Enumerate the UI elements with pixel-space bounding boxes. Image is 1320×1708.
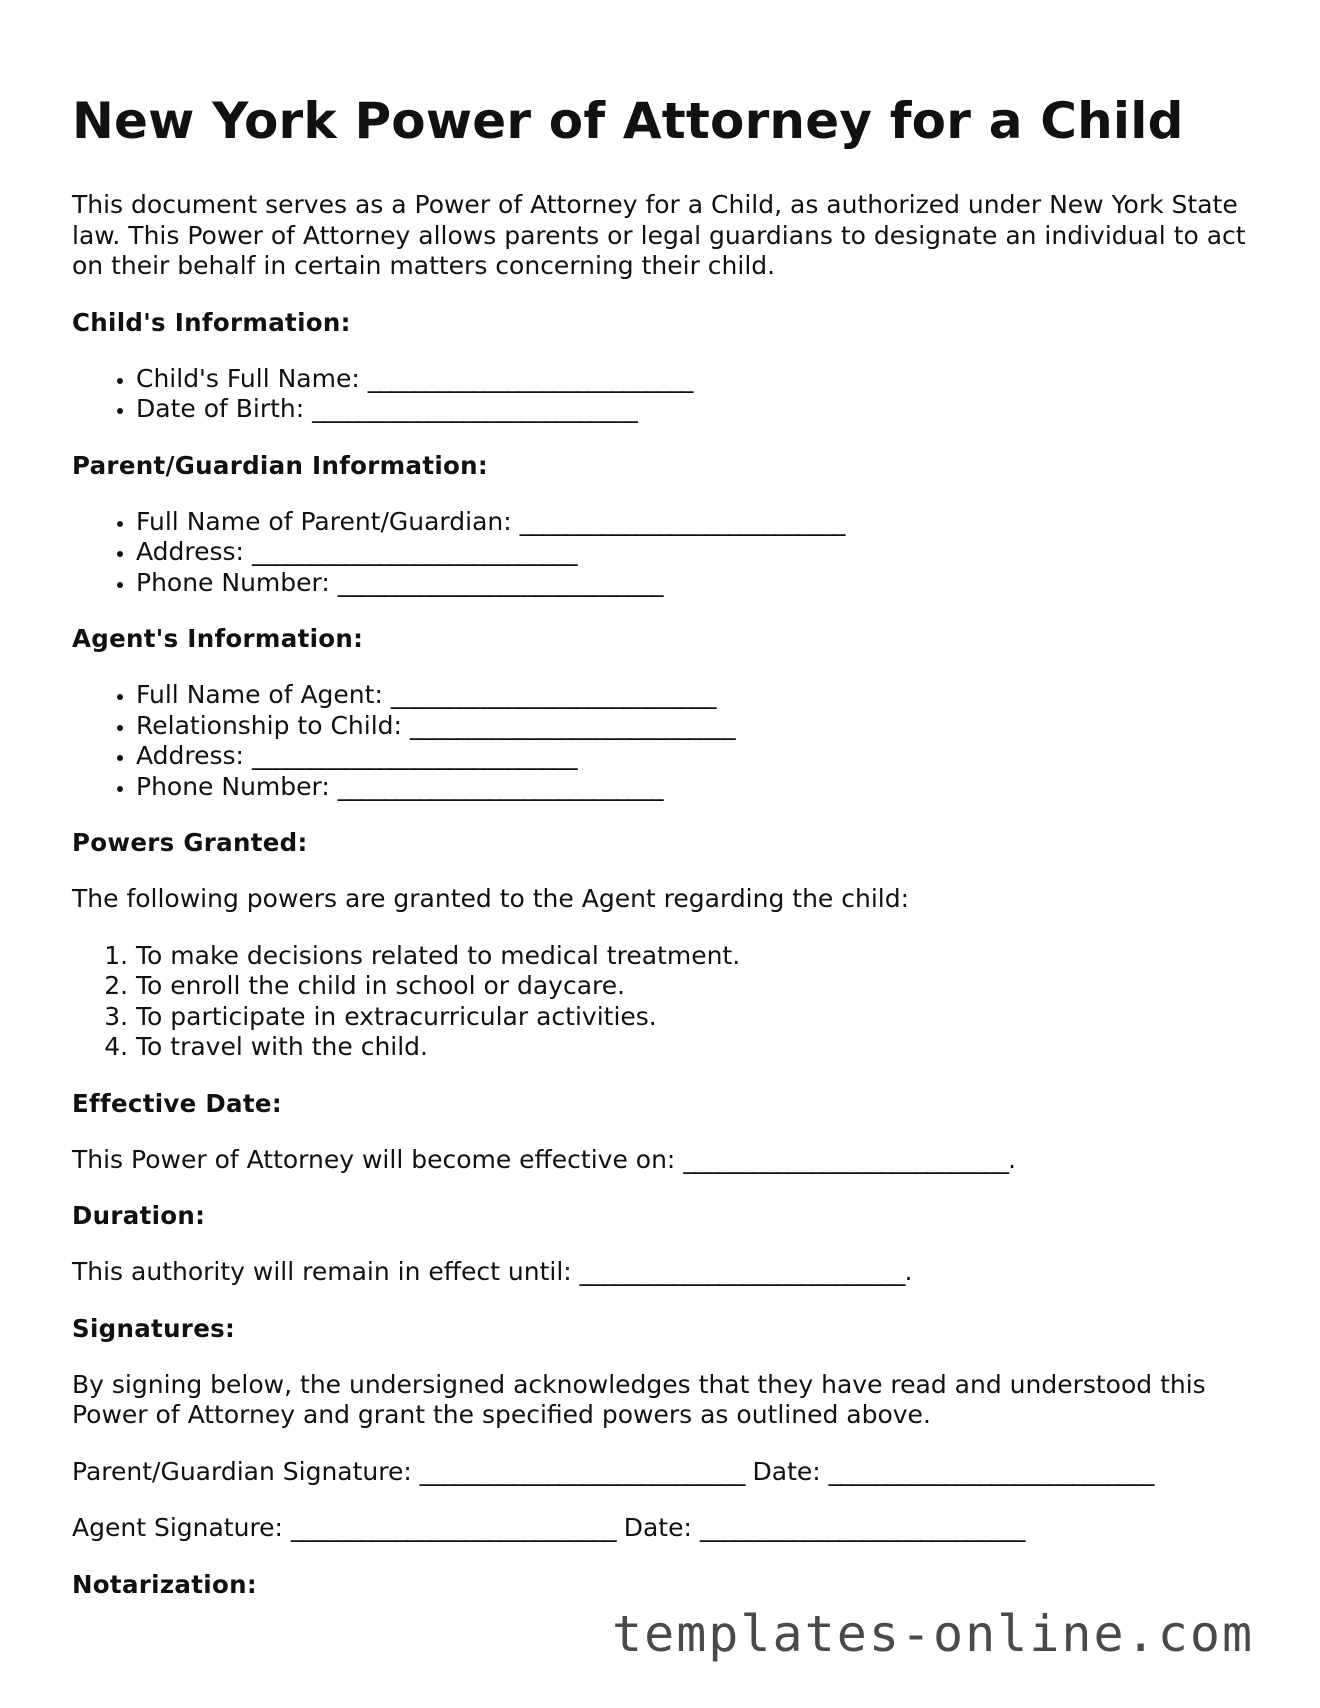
blank-line[interactable] xyxy=(410,711,735,740)
blank-line[interactable] xyxy=(520,507,845,536)
agent-name-field[interactable]: • Full Name of Agent: _____ xyxy=(136,680,1252,711)
power-item: 2. To enroll the child in school or daycare. xyxy=(136,971,1252,1002)
effective-date-line[interactable]: This Power of Attorney will become effective on: _____ . xyxy=(72,1145,1252,1176)
parent-address-field[interactable]: • Address: _____ xyxy=(136,537,1252,568)
parent-signature-line[interactable]: Parent/Guardian Signature: _____ Date: _____ xyxy=(72,1457,1252,1488)
parent-phone-field[interactable]: • Phone Number: _____ xyxy=(136,568,1252,599)
powers-heading: Powers Granted: xyxy=(72,828,308,857)
agent-address-field[interactable]: • Address: _____ xyxy=(136,741,1252,772)
parent-name-field[interactable]: • Full Name of Parent/Guardian: _____ xyxy=(136,507,1252,538)
blank-line[interactable] xyxy=(338,568,663,597)
parent-info-heading: Parent/Guardian Information: xyxy=(72,450,489,480)
blank-line[interactable] xyxy=(580,1257,905,1286)
powers-lead: The following powers are granted to the Agent regarding the child: xyxy=(72,884,910,913)
signatures-paragraph: By signing below, the undersigned acknowledges that they have read and understood this Power of Attorney and grant the specified powers as outlined above. xyxy=(72,1369,1206,1429)
watermark: templates-online.com xyxy=(612,1605,1255,1663)
agent-signature-line[interactable]: Agent Signature: _____ Date: _____ xyxy=(72,1513,1252,1544)
child-info-list xyxy=(72,364,1252,425)
blank-line[interactable] xyxy=(700,1513,1025,1542)
child-info-heading: Child's Information: xyxy=(72,307,351,337)
agent-relationship-field[interactable]: • Relationship to Child: _____ xyxy=(136,711,1252,742)
blank-line[interactable] xyxy=(291,1513,616,1542)
child-name-field[interactable]: • Child's Full Name: _____ xyxy=(136,364,1252,395)
blank-line[interactable] xyxy=(829,1457,1154,1486)
notarization-heading: Notarization: xyxy=(72,1569,257,1599)
effective-date-heading: Effective Date: xyxy=(72,1088,282,1118)
blank-line[interactable] xyxy=(420,1457,745,1486)
blank-line[interactable] xyxy=(683,1145,1008,1174)
agent-phone-field[interactable]: • Phone Number: _____ xyxy=(136,772,1252,803)
duration-line[interactable]: This authority will remain in effect until: _____ . xyxy=(72,1257,1252,1288)
blank-line[interactable] xyxy=(252,741,577,770)
page-title: New York Power of Attorney for a Child xyxy=(72,92,1184,150)
duration-heading: Duration: xyxy=(72,1201,206,1230)
power-item: 3. To participate in extracurricular activities. xyxy=(136,1002,1252,1033)
parent-info-list xyxy=(72,507,1252,599)
child-dob-field[interactable]: • Date of Birth: _____ xyxy=(136,394,1252,425)
powers-list xyxy=(72,941,1252,1063)
intro-paragraph: This document serves as a Power of Attorney for a Child, as authorized under New York State law. This Power of Attorney allows parents or legal guardians to designate an individual to act on their behalf in certain matters concerning their child. xyxy=(72,190,1246,280)
blank-line[interactable] xyxy=(338,772,663,801)
blank-line[interactable] xyxy=(368,364,693,393)
document-page xyxy=(72,90,1252,1626)
blank-line[interactable] xyxy=(312,394,637,423)
blank-line[interactable] xyxy=(252,537,577,566)
power-item: 4. To travel with the child. xyxy=(136,1032,1252,1063)
signatures-heading: Signatures: xyxy=(72,1313,236,1343)
agent-info-heading: Agent's Information: xyxy=(72,624,364,653)
agent-info-list xyxy=(72,680,1252,802)
blank-line[interactable] xyxy=(391,680,716,709)
power-item: 1. To make decisions related to medical treatment. xyxy=(136,941,1252,972)
